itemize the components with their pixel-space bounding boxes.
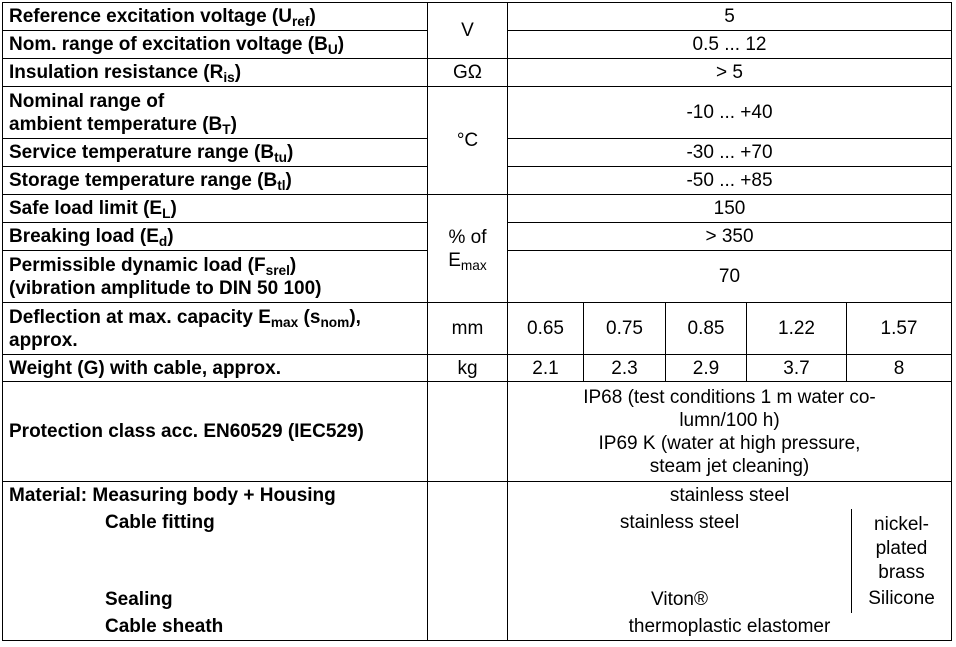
- unit-empty: [428, 482, 508, 641]
- deflection-value: 1.22: [747, 303, 847, 355]
- unit-degree-celsius: °C: [428, 87, 508, 195]
- material-sheath-label: Cable sheath: [105, 616, 224, 637]
- row-material: [3, 482, 952, 641]
- material-fitting-value-alt: nickel-: [874, 514, 929, 535]
- material-fitting-value-alt: brass: [878, 562, 925, 583]
- deflection-value: 1.57: [847, 303, 952, 355]
- label-permissible-dynamic-load: Permissible dynamic load $(F_{srel})$ (vibration amplitude to DIN 50 100): [3, 251, 428, 303]
- specifications-table: [2, 2, 952, 641]
- weight-value: 2.1: [508, 355, 584, 382]
- material-sheath-value: thermoplastic elastomer: [628, 616, 831, 637]
- material-sealing-label: Sealing: [105, 589, 173, 610]
- label-safe-load-limit: Safe load limit $(E_L)$: [3, 195, 428, 223]
- label-storage-temperature: Storage temperature range $(B_{tl})$: [3, 167, 428, 195]
- value-permissible-dynamic-load: 70: [508, 251, 952, 303]
- label-material: [3, 482, 428, 641]
- label-service-temperature: Service temperature range $(B_{tu})$: [3, 139, 428, 167]
- label-breaking-load: Breaking load $(E_d)$: [3, 223, 428, 251]
- value-service-temperature: -30 ... +70: [508, 139, 952, 167]
- material-fitting-value: stainless steel: [619, 512, 740, 533]
- label-insulation-resistance: Insulation resistance $(R_{is})$: [3, 59, 428, 87]
- material-body-label: Material: Measuring body + Housing: [9, 485, 336, 506]
- value-insulation-resistance: > 5: [508, 59, 952, 87]
- deflection-value: 0.65: [508, 303, 584, 355]
- row-insulation-resistance: [3, 59, 952, 87]
- unit-gigaohm: GΩ: [428, 59, 508, 87]
- row-weight: [3, 355, 952, 382]
- row-protection-class: [3, 382, 952, 482]
- label-nominal-excitation-voltage: Nom. range of excitation voltage $(B_U)$: [3, 31, 428, 59]
- weight-value: 2.9: [666, 355, 747, 382]
- unit-percent-of-emax: % of $E_{max}$: [428, 195, 508, 303]
- weight-value: 2.3: [584, 355, 666, 382]
- unit-volt: V: [428, 3, 508, 59]
- value-nominal-excitation-voltage: 0.5 ... 12: [508, 31, 952, 59]
- value-nominal-ambient-temperature: -10 ... +40: [508, 87, 952, 139]
- value-reference-excitation-voltage: 5: [508, 3, 952, 31]
- value-breaking-load: > 350: [508, 223, 952, 251]
- material-fitting-label: Cable fitting: [105, 512, 215, 533]
- unit-empty: [428, 382, 508, 482]
- label-weight: Weight (G) with cable, approx.: [3, 355, 428, 382]
- material-body-value: stainless steel: [669, 485, 790, 506]
- label-nominal-ambient-temperature: Nominal range of ambient temperature $(B_T)$: [3, 87, 428, 139]
- unit-kg: kg: [428, 355, 508, 382]
- material-fitting-value-alt: plated: [875, 538, 928, 559]
- label-deflection: Deflection at max. capacity $E_{max}$ $(s_{nom})$, approx.: [3, 303, 428, 355]
- value-protection-class: IP68 (test conditions 1 m water co- lumn/100 h) IP69 K (water at high pressure, steam jet cleaning): [508, 382, 952, 482]
- weight-value: 8: [847, 355, 952, 382]
- row-deflection: [3, 303, 952, 355]
- row-nominal-ambient-temperature: [3, 87, 952, 139]
- value-storage-temperature: -50 ... +85: [508, 167, 952, 195]
- unit-mm: mm: [428, 303, 508, 355]
- label-protection-class: Protection class acc. EN60529 (IEC529): [3, 382, 428, 482]
- row-reference-excitation-voltage: [3, 3, 952, 31]
- value-safe-load-limit: 150: [508, 195, 952, 223]
- material-sealing-value: Viton®: [651, 589, 708, 610]
- value-material: [508, 482, 952, 641]
- weight-value: 3.7: [747, 355, 847, 382]
- deflection-value: 0.85: [666, 303, 747, 355]
- deflection-value: 0.75: [584, 303, 666, 355]
- row-safe-load-limit: [3, 195, 952, 223]
- material-sealing-value-alt: Silicone: [868, 588, 935, 609]
- label-reference-excitation-voltage: Reference excitation voltage $(U_{ref})$: [3, 3, 428, 31]
